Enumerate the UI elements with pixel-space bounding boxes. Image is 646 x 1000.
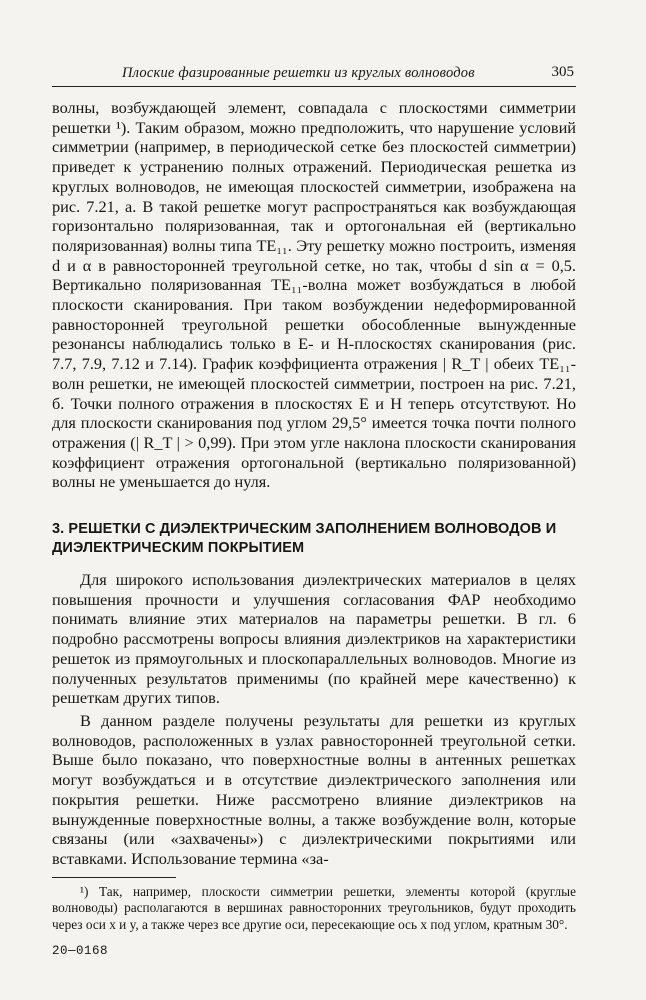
page-number: 305 bbox=[551, 64, 574, 80]
running-header bbox=[52, 62, 576, 87]
print-signature-mark: 20—0168 bbox=[52, 944, 109, 958]
header-title: Плоские фазированные решетки из круглых волноводов bbox=[122, 65, 475, 81]
page-body bbox=[52, 98, 576, 933]
section-paragraph-2: В данном разделе получены результаты для решетки из круглых волноводов, расположенных в узлах равносторонней треугольной сетки. Выше было показано, что поверхностные волны в антенных решетках могут возбуждаться и в отсутствие диэлектрического заполнения или покрытия решетки. Ниже рассмотрено влияние диэлектриков на вынужденные поверхностные волны, а также возбуждение волн, которые связаны (или «захвачены») с диэлектрическими покрытиями или вставками. Использование термина «за- bbox=[52, 710, 576, 868]
footnote: ¹) Так, например, плоскости симметрии решетки, элементы которой (круглые волноводы) располагаются в вершинах равносторонних треугольников, будут проходить через оси x и y, а также через все другие оси, пересекающие ось x под углом, кратным 30°. bbox=[52, 883, 576, 932]
paragraph-continuation: волны, возбуждающей элемент, совпадала с плоскостями симметрии решетки ¹). Таким образом, можно предположить, что нарушение условий симметрии (например, в периодической сетке без плоскостей симметрии) приведет к устранению полных отражений. Периодическая решетка из круглых волноводов, не имеющая плоскостей симметрии, изображена на рис. 7.21, а. В такой решетке могут распространяться как возбуждающая горизонтально поляризованная, так и ортогональная ей (вертикально поляризованная) волны типа TE₁₁. Эту решетку можно построить, изменяя d и α в равносторонней треугольной сетке, но так, чтобы d sin α = 0,5. Вертикально поляризованная TE₁₁-волна может возбуждаться в любой плоскости сканирования. При таком возбуждении недеформированной равносторонней треугольной решетки обособленные вынужденные резонансы наблюдались только в E- и H-плоскостях сканирования (рис. 7.7, 7.9, 7.12 и 7.14). График коэффициента отражения | R_T | обеих TE₁₁-волн решетки, не имеющей плоскостей симметрии, построен на рис. 7.21, б. Точки полного отражения в плоскостях E и H теперь отсутствуют. Но для плоскости сканирования под углом 29,5° имеется точка почти полного отражения (| R_T | > 0,99). При этом угле наклона плоскости сканирования коэффициент отражения ортогональной (вертикально поляризованной) волны не уменьшается до нуля. bbox=[52, 98, 576, 492]
footnote-divider bbox=[52, 877, 176, 878]
section-heading: 3. РЕШЕТКИ С ДИЭЛЕКТРИЧЕСКИМ ЗАПОЛНЕНИЕМ ВОЛНОВОДОВ И ДИЭЛЕКТРИЧЕСКИМ ПОКРЫТИЕМ bbox=[52, 521, 557, 557]
section-paragraph-1: Для широкого использования диэлектрических материалов в целях повышения прочности и улучшения согласования ФАР необходимо понимать влияние этих материалов на параметры решетки. В гл. 6 подробно рассмотрены вопросы влияния диэлектриков на характеристики решеток из прямоугольных и плоскопараллельных волноводов. Многие из полученных результатов применимы (по крайней мере качественно) к решеткам других типов. bbox=[52, 570, 576, 708]
